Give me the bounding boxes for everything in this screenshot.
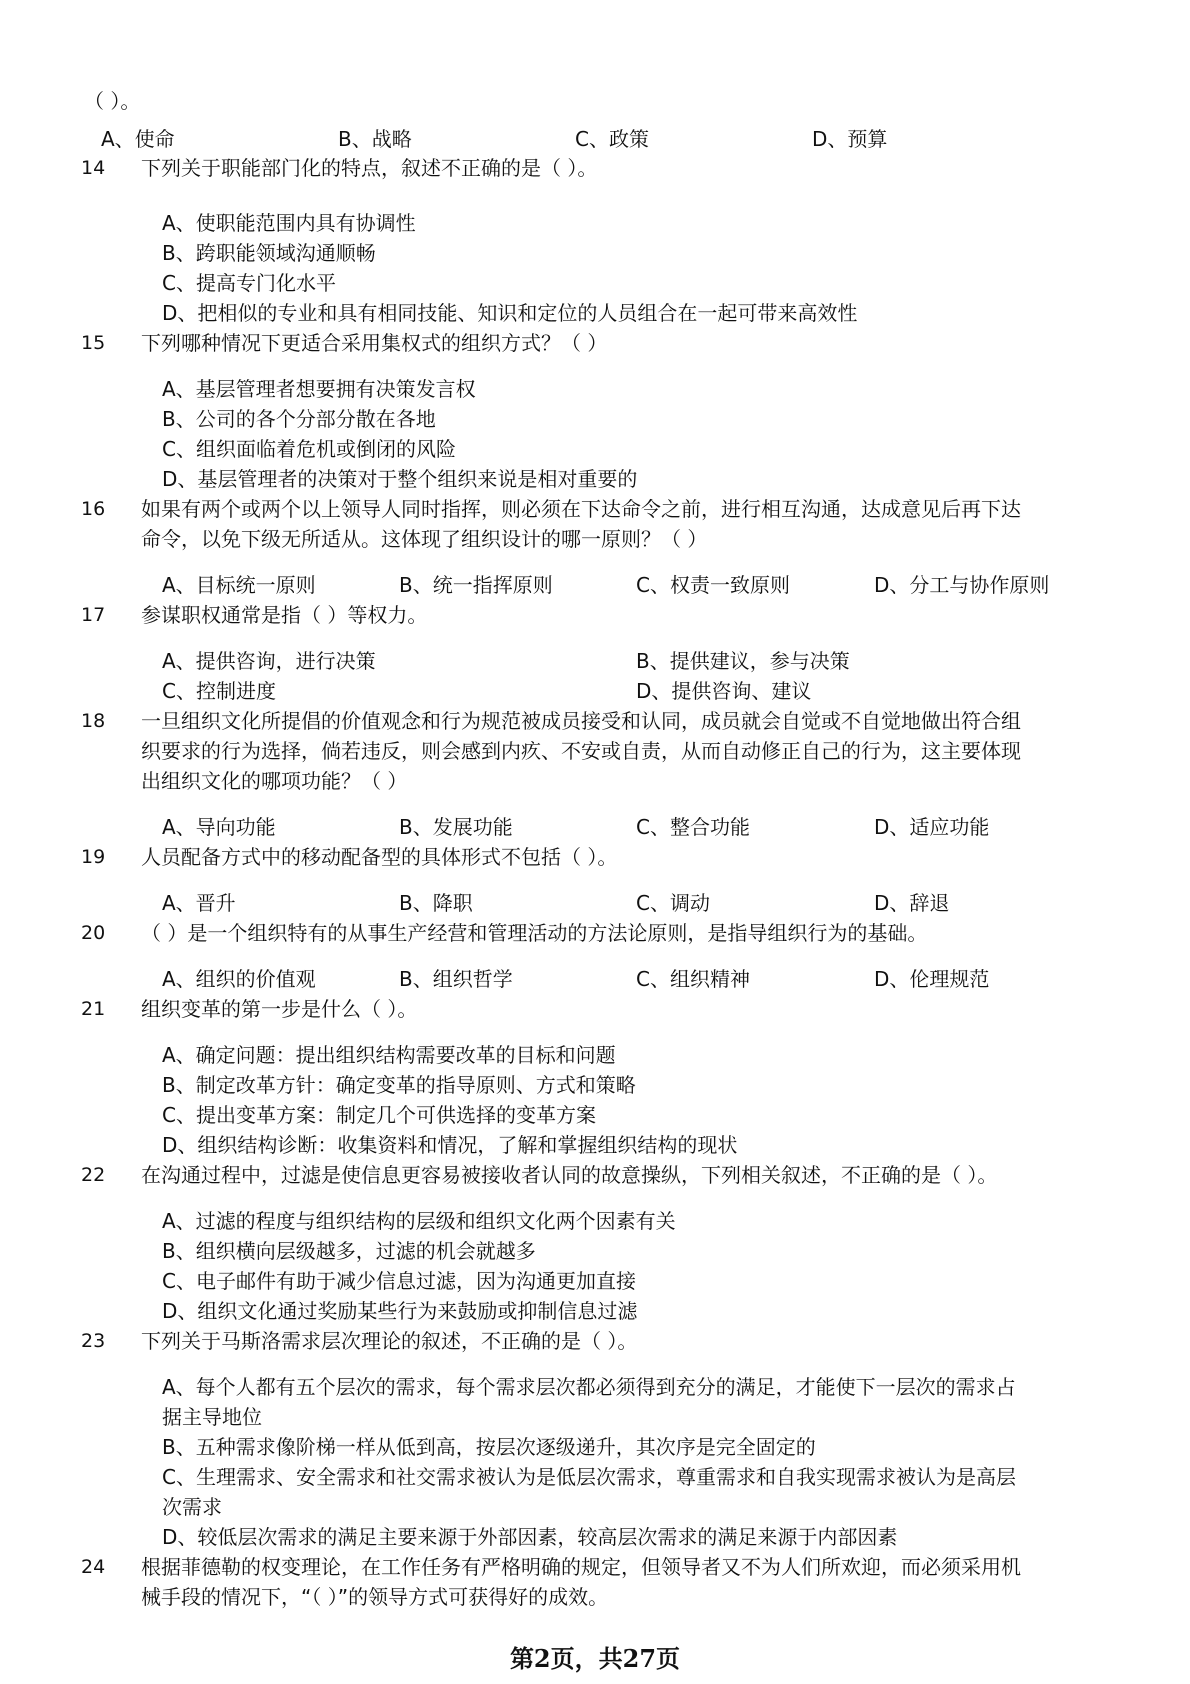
q14-option-a: A、使职能范围内具有协调性 bbox=[162, 211, 416, 235]
q20-number: 20 bbox=[81, 922, 106, 944]
q20-option-c: C、组织精神 bbox=[636, 967, 750, 991]
q17-option-d: D、提供咨询、建议 bbox=[636, 679, 812, 703]
q24-stem-line-1: 根据菲德勒的权变理论，在工作任务有严格明确的规定，但领导者又不为人们所欢迎，而必须采用机 bbox=[141, 1555, 1021, 1579]
q22-stem: 在沟通过程中，过滤是使信息更容易被接收者认同的故意操纵，下列相关叙述，不正确的是（ ）。 bbox=[141, 1163, 998, 1187]
q19-number: 19 bbox=[81, 846, 106, 868]
q13-option-d: D、预算 bbox=[812, 127, 888, 151]
q14-option-d: D、把相似的专业和具有相同技能、知识和定位的人员组合在一起可带来高效性 bbox=[162, 301, 858, 325]
q20-option-a: A、组织的价值观 bbox=[162, 967, 316, 991]
q23-option-a-line-1: A、每个人都有五个层次的需求，每个需求层次都必须得到充分的满足，才能使下一层次的需求占 bbox=[162, 1375, 1016, 1399]
q21-number: 21 bbox=[81, 998, 106, 1020]
q23-stem: 下列关于马斯洛需求层次理论的叙述，不正确的是（ ）。 bbox=[141, 1329, 638, 1353]
q16-stem-line-1: 如果有两个或两个以上领导人同时指挥，则必须在下达命令之前，进行相互沟通，达成意见后再下达 bbox=[141, 497, 1021, 521]
q18-stem-line-1: 一旦组织文化所提倡的价值观念和行为规范被成员接受和认同，成员就会自觉或不自觉地做出符合组 bbox=[141, 709, 1021, 733]
q23-option-c-line-2: 次需求 bbox=[162, 1495, 222, 1519]
q24-number: 24 bbox=[81, 1556, 106, 1578]
q17-option-b: B、提供建议，参与决策 bbox=[636, 649, 850, 673]
q13-option-a: A、使命 bbox=[101, 127, 175, 151]
q19-option-c: C、调动 bbox=[636, 891, 710, 915]
q18-option-b: B、发展功能 bbox=[399, 815, 513, 839]
q17-option-c: C、控制进度 bbox=[162, 679, 276, 703]
q18-option-a: A、导向功能 bbox=[162, 815, 276, 839]
q13-option-c: C、政策 bbox=[575, 127, 649, 151]
q14-stem: 下列关于职能部门化的特点，叙述不正确的是（ ）。 bbox=[141, 156, 598, 180]
q22-number: 22 bbox=[81, 1164, 106, 1186]
q24-stem-line-2: 械手段的情况下，“（ ）”的领导方式可获得好的成效。 bbox=[141, 1585, 609, 1609]
q22-option-d: D、组织文化通过奖励某些行为来鼓励或抑制信息过滤 bbox=[162, 1299, 638, 1323]
q17-option-a: A、提供咨询，进行决策 bbox=[162, 649, 376, 673]
q19-option-b: B、降职 bbox=[399, 891, 473, 915]
q14-option-b: B、跨职能领域沟通顺畅 bbox=[162, 241, 376, 265]
q18-stem-line-2: 织要求的行为选择，倘若违反，则会感到内疚、不安或自责，从而自动修正自己的行为，这主要体现 bbox=[141, 739, 1021, 763]
q20-option-b: B、组织哲学 bbox=[399, 967, 513, 991]
q22-option-a: A、过滤的程度与组织结构的层级和组织文化两个因素有关 bbox=[162, 1209, 676, 1233]
q16-option-d: D、分工与协作原则 bbox=[874, 573, 1050, 597]
q23-option-c-line-1: C、生理需求、安全需求和社交需求被认为是低层次需求，尊重需求和自我实现需求被认为是高层 bbox=[162, 1465, 1016, 1489]
q20-option-d: D、伦理规范 bbox=[874, 967, 990, 991]
q15-stem: 下列哪种情况下更适合采用集权式的组织方式？（ ） bbox=[141, 331, 608, 355]
q18-option-c: C、整合功能 bbox=[636, 815, 750, 839]
q14-option-c: C、提高专门化水平 bbox=[162, 271, 336, 295]
q21-option-a: A、确定问题：提出组织结构需要改革的目标和问题 bbox=[162, 1043, 616, 1067]
q21-option-c: C、提出变革方案：制定几个可供选择的变革方案 bbox=[162, 1103, 596, 1127]
q23-option-b: B、五种需求像阶梯一样从低到高，按层次逐级递升，其次序是完全固定的 bbox=[162, 1435, 816, 1459]
q20-stem: （ ）是一个组织特有的从事生产经营和管理活动的方法论原则，是指导组织行为的基础。 bbox=[141, 921, 928, 945]
q15-number: 15 bbox=[81, 332, 106, 354]
q21-option-d: D、组织结构诊断：收集资料和情况，了解和掌握组织结构的现状 bbox=[162, 1133, 738, 1157]
q21-stem: 组织变革的第一步是什么（ ）。 bbox=[141, 997, 418, 1021]
q16-stem-line-2: 命令，以免下级无所适从。这体现了组织设计的哪一原则？（ ） bbox=[141, 527, 708, 551]
q17-number: 17 bbox=[81, 604, 106, 626]
q19-stem: 人员配备方式中的移动配备型的具体形式不包括（ ）。 bbox=[141, 845, 618, 869]
q23-option-a-line-2: 据主导地位 bbox=[162, 1405, 262, 1429]
q22-option-b: B、组织横向层级越多，过滤的机会就越多 bbox=[162, 1239, 536, 1263]
q13-option-b: B、战略 bbox=[338, 127, 412, 151]
q16-option-a: A、目标统一原则 bbox=[162, 573, 316, 597]
q18-stem-line-3: 出组织文化的哪项功能？（ ） bbox=[141, 769, 408, 793]
q21-option-b: B、制定改革方针：确定变革的指导原则、方式和策略 bbox=[162, 1073, 636, 1097]
q15-option-b: B、公司的各个分部分散在各地 bbox=[162, 407, 436, 431]
q22-option-c: C、电子邮件有助于减少信息过滤，因为沟通更加直接 bbox=[162, 1269, 636, 1293]
page-footer: 第2页，共27页 bbox=[509, 1644, 681, 1673]
q16-option-b: B、统一指挥原则 bbox=[399, 573, 553, 597]
q15-option-a: A、基层管理者想要拥有决策发言权 bbox=[162, 377, 476, 401]
q23-option-d: D、较低层次需求的满足主要来源于外部因素，较高层次需求的满足来源于内部因素 bbox=[162, 1525, 898, 1549]
q16-number: 16 bbox=[81, 498, 106, 520]
q15-option-d: D、基层管理者的决策对于整个组织来说是相对重要的 bbox=[162, 467, 638, 491]
q16-option-c: C、权责一致原则 bbox=[636, 573, 790, 597]
q14-number: 14 bbox=[81, 157, 106, 179]
q19-option-a: A、晋升 bbox=[162, 891, 236, 915]
q18-number: 18 bbox=[81, 710, 106, 732]
q13-stem-tail: （ ）。 bbox=[84, 89, 141, 113]
q19-option-d: D、辞退 bbox=[874, 891, 950, 915]
q15-option-c: C、组织面临着危机或倒闭的风险 bbox=[162, 437, 456, 461]
q17-stem: 参谋职权通常是指（ ）等权力。 bbox=[141, 603, 428, 627]
q18-option-d: D、适应功能 bbox=[874, 815, 990, 839]
q23-number: 23 bbox=[81, 1330, 106, 1352]
